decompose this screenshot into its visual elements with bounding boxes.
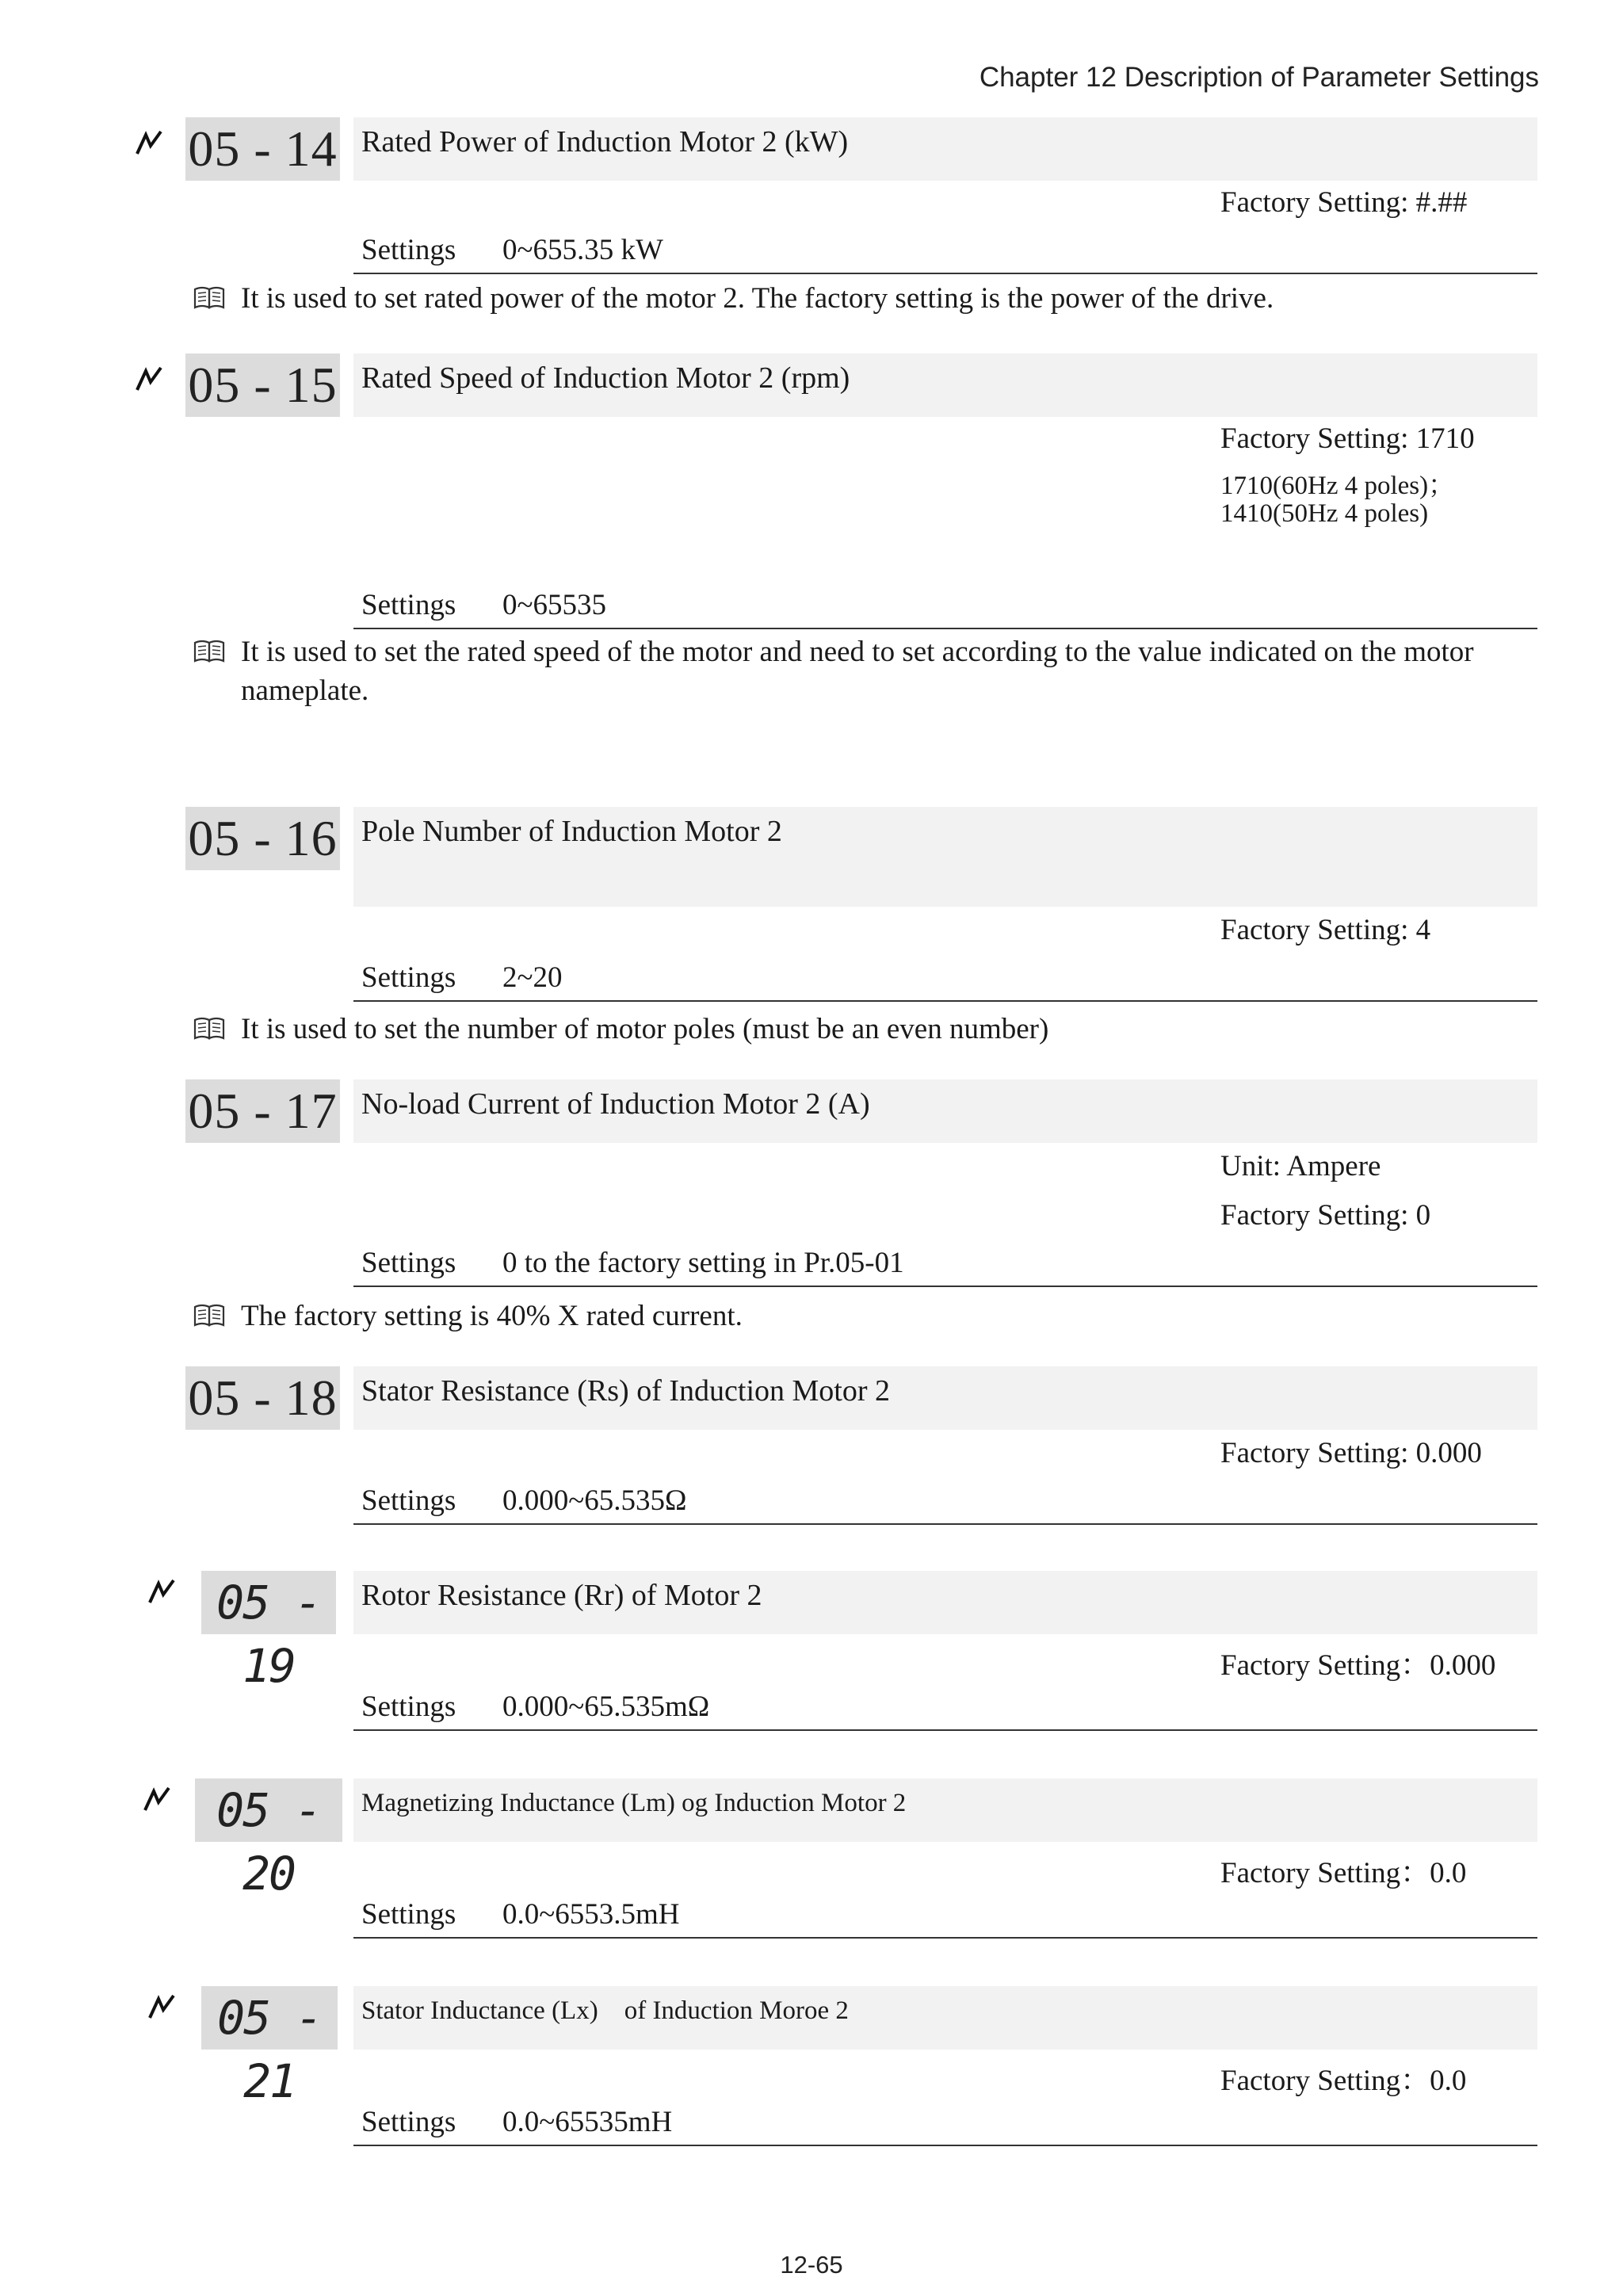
settings-value: 0.0~6553.5mH (502, 1898, 680, 1931)
param-code: 05 - 19 (201, 1571, 336, 1634)
settings-value: 0.000~65.535Ω (502, 1484, 687, 1517)
param-title: Rotor Resistance (Rr) of Motor 2 (353, 1571, 1537, 1634)
settings-row (353, 961, 1537, 1002)
chapter-header: Chapter 12 Description of Parameter Settings (979, 62, 1539, 93)
param-title: Rated Power of Induction Motor 2 (kW) (353, 117, 1537, 181)
param-code: 05 - 16 (185, 807, 340, 870)
note (193, 279, 1544, 319)
param-code: 05 - 14 (185, 117, 340, 181)
settings-label: Settings (361, 1247, 456, 1279)
book-icon (193, 1303, 225, 1327)
settings-value: 0.0~65535mH (502, 2106, 673, 2138)
param-title: Rated Speed of Induction Motor 2 (rpm) (353, 353, 1537, 417)
factory-note-50hz: 1410(50Hz 4 poles) (1220, 499, 1429, 528)
note-text: It is used to set rated power of the motor 2. The factory setting is the power of the drive. (241, 282, 1274, 315)
note (193, 1010, 1544, 1049)
settings-label: Settings (361, 1484, 456, 1517)
write-flag-icon (135, 130, 163, 157)
factory-setting: Factory Setting: 4 (1220, 914, 1431, 946)
param-title: Stator Inductance (Lx) of Induction Moroe 2 (353, 1986, 1537, 2050)
factory-setting: Factory Setting：0.000 (1220, 1649, 1496, 1682)
settings-row (353, 233, 1537, 274)
book-icon (193, 639, 225, 663)
param-code: 05 - 15 (185, 353, 340, 417)
factory-setting: Factory Setting: 0.000 (1220, 1437, 1482, 1469)
param-title: Magnetizing Inductance (Lm) og Induction Motor 2 (353, 1778, 1537, 1842)
settings-row (353, 1897, 1537, 1939)
write-flag-icon (143, 1786, 171, 1813)
param-title: Stator Resistance (Rs) of Induction Motor 2 (353, 1366, 1537, 1430)
settings-value: 0~65535 (502, 589, 607, 621)
param-code: 05 - 17 (185, 1079, 340, 1143)
write-flag-icon (147, 1579, 176, 1606)
note-text: The factory setting is 40% X rated current. (241, 1300, 743, 1332)
factory-setting: Factory Setting：0.0 (1220, 1857, 1467, 1889)
note (193, 1297, 1544, 1336)
factory-setting: Factory Setting: 0 (1220, 1199, 1431, 1232)
settings-row (353, 2105, 1537, 2146)
factory-setting: Factory Setting：0.0 (1220, 2065, 1467, 2097)
factory-setting: Factory Setting: 1710 (1220, 422, 1475, 455)
unit-label: Unit: Ampere (1220, 1150, 1381, 1182)
write-flag-icon (135, 366, 163, 393)
note (193, 632, 1544, 712)
page-number: 12-65 (780, 2251, 843, 2279)
settings-value: 2~20 (502, 961, 563, 994)
note-text: It is used to set the rated speed of the motor and need to set according to the value indicated on the motor nameplate. (241, 636, 1474, 707)
settings-row (353, 588, 1537, 629)
settings-value: 0 to the factory setting in Pr.05-01 (502, 1247, 904, 1279)
settings-row (353, 1246, 1537, 1287)
settings-label: Settings (361, 961, 456, 994)
settings-label: Settings (361, 1898, 456, 1931)
book-icon (193, 285, 225, 309)
settings-row (353, 1690, 1537, 1731)
settings-label: Settings (361, 1690, 456, 1723)
settings-value: 0~655.35 kW (502, 234, 663, 266)
param-code: 05 - 18 (185, 1366, 340, 1430)
write-flag-icon (147, 1994, 176, 2021)
param-title: No-load Current of Induction Motor 2 (A) (353, 1079, 1537, 1143)
factory-setting: Factory Setting: #.## (1220, 186, 1468, 219)
settings-label: Settings (361, 2106, 456, 2138)
factory-note-60hz: 1710(60Hz 4 poles)； (1220, 472, 1455, 500)
param-code: 05 - 20 (195, 1778, 342, 1842)
settings-value: 0.000~65.535mΩ (502, 1690, 710, 1723)
param-code: 05 - 21 (201, 1986, 338, 2050)
note-text: It is used to set the number of motor poles (must be an even number) (241, 1013, 1049, 1045)
settings-row (353, 1484, 1537, 1525)
param-title: Pole Number of Induction Motor 2 (353, 807, 1537, 907)
settings-label: Settings (361, 234, 456, 266)
settings-label: Settings (361, 589, 456, 621)
book-icon (193, 1016, 225, 1040)
